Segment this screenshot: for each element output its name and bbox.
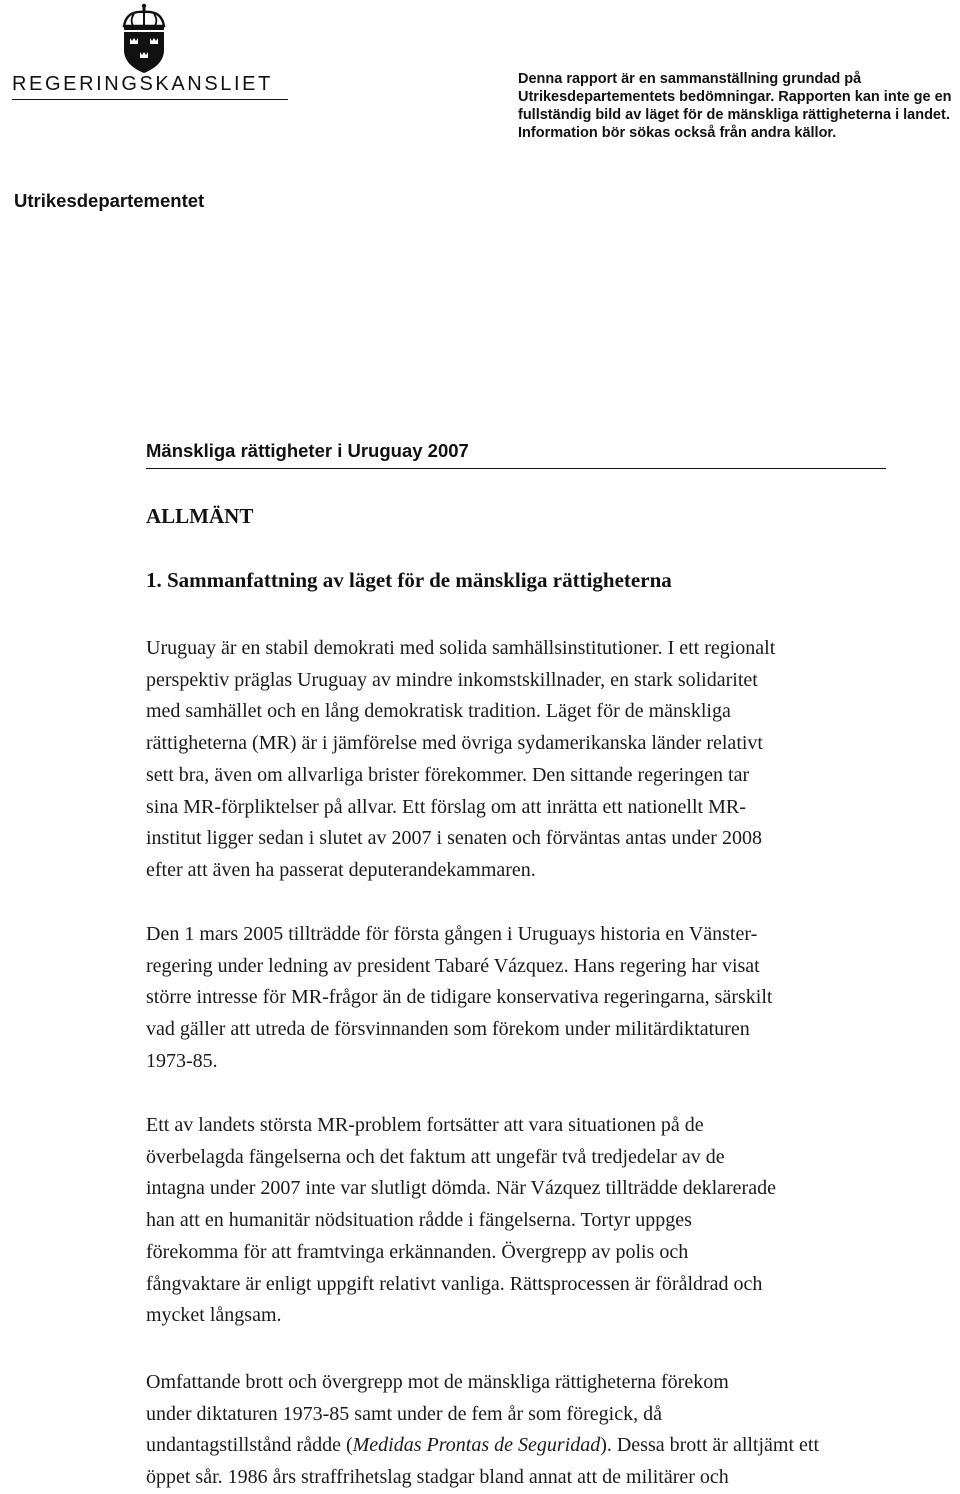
section-heading-allmant: ALLMÄNT <box>146 504 254 528</box>
report-title: Mänskliga rättigheter i Uruguay 2007 <box>146 440 886 469</box>
body-paragraph: Ett av landets största MR-problem fortsätter att vara situationen på de överbelagda fängelserna och det faktum att ungefär två tredjedelar av de intagna under 2007 inte var slutligt dömda. När Vázquez tillträdde deklarerade han att en humanitär nödsituation rådde i fängelserna. Tortyr uppges förekomma för att framtvinga erkännanden. Övergrepp av polis och fångvaktare är enligt uppgift relativt vanliga. Rättsprocessen är föråldrad och mycket långsam. <box>146 1114 776 1327</box>
paragraph-text: ). Dessa brott är alltjämt ett öppet sår. 1986 års straffrihetslag stadgar bland annat att de militärer och <box>146 1434 820 1489</box>
government-logo <box>0 0 290 130</box>
department-name: Utrikesdepartementet <box>14 190 205 211</box>
paragraph-text: Omfattande brott och övergrepp mot de mänskliga rättigheterna förekom under diktaturen 1973-85 samt under de fem år som föregick, då undantagstillstånd rådde ( <box>146 1371 729 1457</box>
body-paragraph: Den 1 mars 2005 tillträdde för första gången i Uruguays historia en Vänster- regering under ledning av president Tabaré Vázquez. Hans regering har visat större intresse för MR-frågor än de tidigare konservativa regeringarna, särskilt vad gäller att utreda de försvinnanden som förekom under militärdiktaturen 1973-85. <box>146 923 773 1072</box>
body-paragraph: Uruguay är en stabil demokrati med solida samhällsinstitutioner. I ett regionalt perspektiv präglas Uruguay av mindre inkomstskillnader, en stark solidaritet med samhället och en lång demokratisk tradition. Läget för de mänskliga rättigheterna (MR) är i jämförelse med övriga sydamerikanska länder relativt sett bra, även om allvarliga brister förekommer. Den sittande regeringen tar sina MR-förpliktelser på allvar. Ett förslag om att inrätta ett nationellt MR- institut ligger sedan i slutet av 2007 i senaten och förväntas antas under 2008 efter att även ha passerat deputerandekammaren. <box>146 637 776 881</box>
logo-wordmark: REGERINGSKANSLIET <box>12 73 273 95</box>
disclaimer-note: Denna rapport är en sammanställning grundad på Utrikesdepartementets bedömningar. Rapporten kan inte ge en fullständig bild av läget för de mänskliga rättigheterna i landet. Information bör sökas också från andra källor. <box>518 71 952 141</box>
body-paragraph <box>146 1367 906 1494</box>
crown-shield-icon <box>112 2 176 74</box>
logo-underline <box>12 99 288 100</box>
italic-term: Medidas Prontas de Seguridad <box>352 1434 601 1457</box>
subsection-heading-summary: 1. Sammanfattning av läget för de mänskliga rättigheterna <box>146 568 672 592</box>
